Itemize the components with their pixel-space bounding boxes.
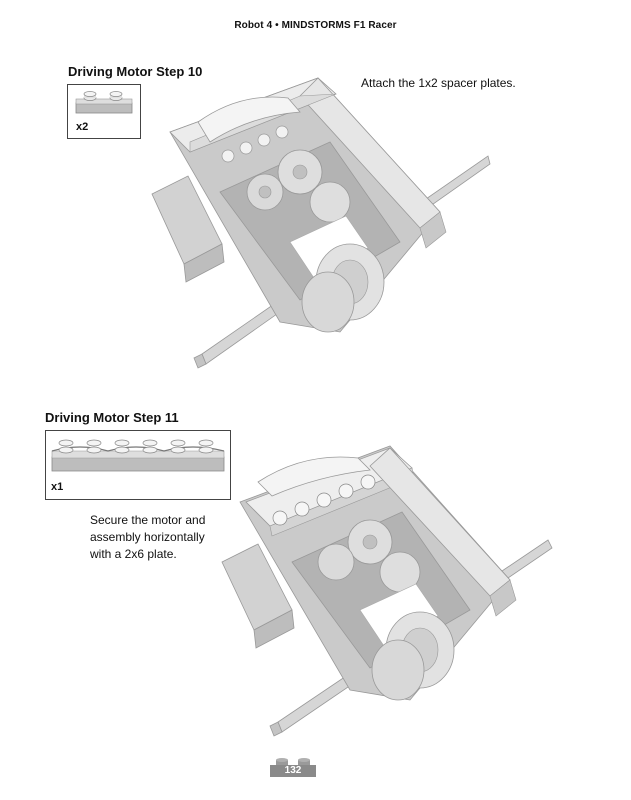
step-11-parts-box bbox=[45, 430, 231, 500]
step-10-title: Driving Motor Step 10 bbox=[68, 64, 203, 79]
step-10-model-illustration bbox=[150, 72, 490, 372]
step-11-instruction-line: Secure the motor and bbox=[90, 513, 206, 527]
step-11-instruction-line: assembly horizontally bbox=[90, 530, 205, 544]
running-header: Robot 4 • MINDSTORMS F1 Racer bbox=[234, 20, 397, 31]
step-11-title: Driving Motor Step 11 bbox=[45, 410, 179, 425]
step-11-instruction-line: with a 2x6 plate. bbox=[90, 547, 177, 561]
step-11-instruction bbox=[90, 512, 205, 563]
step-11-model-illustration bbox=[218, 432, 558, 742]
step-10-part-quantity: x2 bbox=[76, 121, 89, 133]
lego-2x6-plate-icon bbox=[46, 431, 230, 499]
step-10-instruction: Attach the 1x2 spacer plates. bbox=[361, 76, 516, 90]
step-10-parts-box bbox=[67, 84, 141, 139]
page-number-badge bbox=[268, 757, 318, 779]
page-number: 132 bbox=[284, 765, 302, 776]
step-11-part-quantity: x1 bbox=[51, 481, 64, 493]
